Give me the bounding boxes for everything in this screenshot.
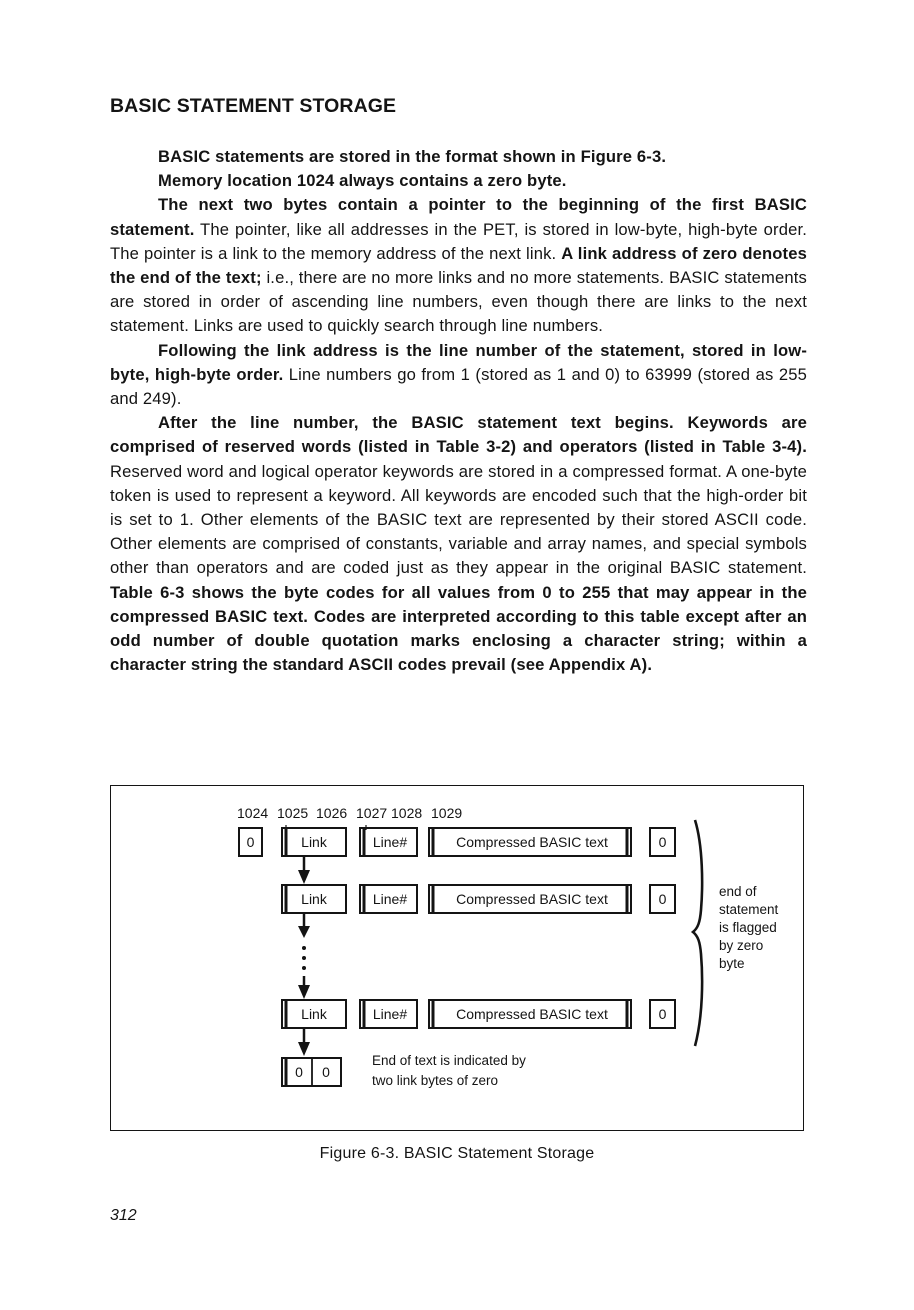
paragraph bbox=[110, 411, 807, 677]
zero-link-byte: 0 bbox=[295, 1064, 303, 1080]
paragraph bbox=[110, 169, 807, 193]
bold-text-run: A link address of zero denotes the end of the text; bbox=[110, 243, 807, 288]
paragraph bbox=[110, 193, 807, 338]
line-number-label: Line# bbox=[372, 834, 408, 850]
end-byte-value: 0 bbox=[658, 1006, 667, 1022]
bold-text-run: Memory location 1024 always contains a zero byte. bbox=[158, 171, 567, 191]
text-run: Reserved word and logical operator keywords are stored in a compressed format. A one-byte token is used to represent a keyword. All keywords are encoded such that the high-order bit is set to 1. Other elements of the BASIC text are represented by their stored ASCII code. Other elements are comprised of constants, variable and array names, and special symbols other than operators and are coded just as they appear in the original BASIC statement. bbox=[110, 461, 807, 578]
link-label: Link bbox=[301, 891, 327, 907]
figure-caption: Figure 6-3. BASIC Statement Storage bbox=[319, 1145, 595, 1162]
end-of-text-link bbox=[282, 1058, 341, 1086]
bold-text-run: The next two bytes contain a pointer to the beginning of the first BASIC statement. bbox=[110, 195, 807, 239]
side-note-line: is flagged bbox=[719, 920, 777, 935]
link-label: Link bbox=[301, 834, 327, 850]
line-number-label: Line# bbox=[372, 891, 408, 907]
side-note-line: statement bbox=[719, 902, 779, 917]
storage-diagram bbox=[111, 786, 805, 1132]
side-note-line: by zero bbox=[719, 938, 764, 953]
bold-text-run: After the line number, the BASIC statement text begins. Keywords are comprised of reserved words (listed in Table 3-2) and operators (listed in Table 3-4). bbox=[110, 413, 807, 457]
zero-link-byte: 0 bbox=[322, 1064, 330, 1080]
line-number-label: Line# bbox=[372, 1006, 408, 1022]
statement-text-label: Compressed BASIC text bbox=[456, 1006, 608, 1022]
bold-text-run: BASIC statements are stored in the format shown in Figure 6-3. bbox=[158, 147, 667, 166]
address-label: 1025 bbox=[277, 805, 309, 821]
page-number: 312 bbox=[110, 1207, 137, 1224]
section-heading: BASIC STATEMENT STORAGE bbox=[110, 95, 397, 117]
bold-text-run: Following the link address is the line number of the statement, stored in low-byte, high-byte order. bbox=[110, 340, 807, 384]
paragraph bbox=[110, 145, 807, 169]
paragraph bbox=[110, 339, 807, 412]
link-label: Link bbox=[301, 1006, 327, 1022]
link-arrow bbox=[298, 856, 310, 884]
side-note-line: end of bbox=[719, 884, 757, 899]
statement-row-last bbox=[282, 1000, 675, 1028]
statement-storage-figure bbox=[110, 785, 804, 1131]
body-text bbox=[110, 145, 807, 677]
address-label: 1026 bbox=[316, 805, 348, 821]
link-arrow-continued bbox=[298, 913, 310, 999]
statement-row-first bbox=[239, 828, 675, 856]
side-note-line: byte bbox=[719, 956, 745, 971]
end-byte-value: 0 bbox=[658, 891, 667, 907]
bold-text-run: Table 6-3 shows the byte codes for all values from 0 to 255 that may appear in the compressed BASIC text. Codes are interpreted according to this table except after an odd number of double quotation marks enclosing a character string; within a character string the standard ASCII codes prevail (see Appendix A). bbox=[110, 582, 807, 675]
zero-byte-value: 0 bbox=[246, 834, 255, 850]
end-note-line: two link bytes of zero bbox=[372, 1073, 499, 1088]
text-run: The pointer, like all addresses in the PET, is stored in low-byte, high-byte order. The pointer is a link to the memory address of the next link. bbox=[110, 219, 807, 263]
link-arrow-final bbox=[298, 1028, 310, 1056]
address-label: 1024 bbox=[237, 805, 269, 821]
statement-text-label: Compressed BASIC text bbox=[456, 891, 608, 907]
address-label: 1028 bbox=[391, 805, 423, 821]
right-brace bbox=[693, 820, 702, 1046]
text-run: Line numbers go from 1 (stored as 1 and 0) to 63999 (stored as 255 and 249). bbox=[110, 364, 807, 409]
statement-row-second bbox=[282, 885, 675, 913]
end-byte-value: 0 bbox=[658, 834, 667, 850]
address-label: 1027 bbox=[356, 805, 388, 821]
end-note-line: End of text is indicated by bbox=[372, 1053, 526, 1068]
statement-text-label: Compressed BASIC text bbox=[456, 834, 608, 850]
text-run: i.e., there are no more links and no more statements. BASIC statements are stored in order of ascending line numbers, even though there are links to the next statement. Links are used to quickly search through line numbers. bbox=[110, 268, 807, 336]
address-label: 1029 bbox=[431, 805, 463, 821]
